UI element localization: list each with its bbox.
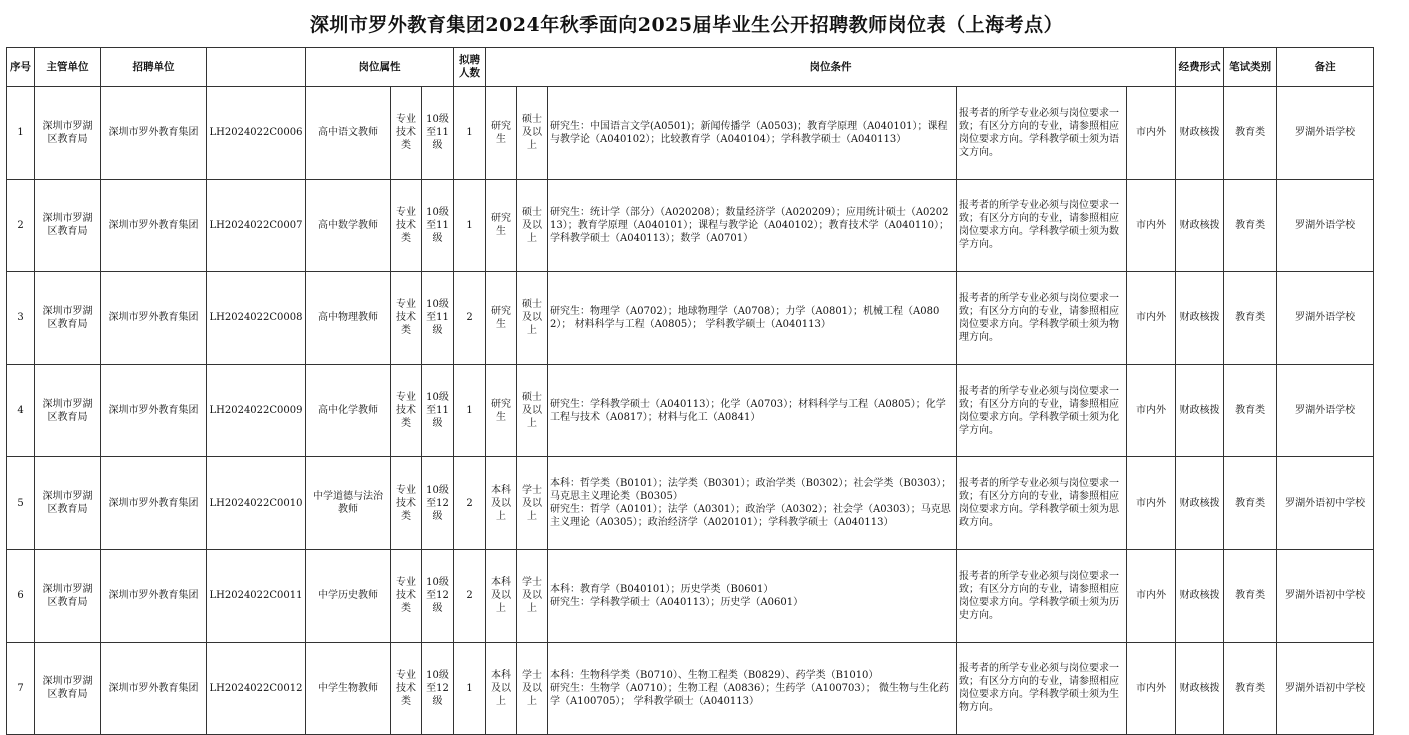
cell-authority: 深圳市罗湖 区教育局 bbox=[35, 457, 101, 550]
cell-seq: 3 bbox=[7, 272, 35, 365]
cell-code: LH2024022C0007 bbox=[207, 179, 306, 272]
table-row bbox=[7, 272, 1374, 365]
cell-count: 2 bbox=[454, 272, 486, 365]
cell-remark: 罗湖外语学校 bbox=[1277, 364, 1374, 457]
cell-majors: 本科：生物科学类（B0710）、生物工程类（B0829）、药学类（B1010） 研究生：生物学（A0710）；生物工程（A0836）；生药学（A100703）； 微生物与生化药学（A100705）； 学科教学硕士（A040113） bbox=[548, 642, 957, 735]
cell-seq: 6 bbox=[7, 549, 35, 642]
cell-type: 专业 技术 类 bbox=[391, 457, 422, 550]
cell-code: LH2024022C0009 bbox=[207, 364, 306, 457]
cell-code: LH2024022C0011 bbox=[207, 549, 306, 642]
cell-level: 学士 及以 上 bbox=[517, 642, 548, 735]
header-code bbox=[207, 48, 306, 87]
cell-grade: 10级 至11 级 bbox=[422, 364, 454, 457]
header-count: 拟聘 人数 bbox=[454, 48, 486, 87]
cell-majors: 研究生：物理学（A0702）；地球物理学（A0708）；力学（A0801）；机械工程（A0802）； 材料科学与工程（A0805）； 学科教学硕士（A040113） bbox=[548, 272, 957, 365]
cell-note: 报考者的所学专业必须与岗位要求一致；有区分方向的专业，请参照相应岗位要求方向。学科教学硕士须为数学方向。 bbox=[957, 179, 1127, 272]
cell-region: 市内外 bbox=[1127, 457, 1176, 550]
cell-note: 报考者的所学专业必须与岗位要求一致；有区分方向的专业，请参照相应岗位要求方向。学科教学硕士须为物理方向。 bbox=[957, 272, 1127, 365]
recruitment-table bbox=[6, 47, 1374, 735]
cell-seq: 5 bbox=[7, 457, 35, 550]
table-row bbox=[7, 457, 1374, 550]
table-row bbox=[7, 87, 1374, 180]
cell-level: 硕士 及以 上 bbox=[517, 364, 548, 457]
cell-type: 专业 技术 类 bbox=[391, 549, 422, 642]
cell-majors: 本科：教育学（B040101）；历史学类（B0601） 研究生：学科教学硕士（A040113）；历史学（A0601） bbox=[548, 549, 957, 642]
table-row bbox=[7, 549, 1374, 642]
cell-employer: 深圳市罗外教育集团 bbox=[101, 179, 207, 272]
cell-grade: 10级 至11 级 bbox=[422, 87, 454, 180]
cell-degree: 研究 生 bbox=[486, 364, 517, 457]
table-row bbox=[7, 179, 1374, 272]
cell-position: 中学生物教师 bbox=[306, 642, 391, 735]
cell-note: 报考者的所学专业必须与岗位要求一致；有区分方向的专业，请参照相应岗位要求方向。学科教学硕士须为语文方向。 bbox=[957, 87, 1127, 180]
cell-degree: 本科 及以 上 bbox=[486, 642, 517, 735]
cell-employer: 深圳市罗外教育集团 bbox=[101, 549, 207, 642]
cell-position: 中学道德与法治 教师 bbox=[306, 457, 391, 550]
cell-grade: 10级 至12 级 bbox=[422, 549, 454, 642]
cell-remark: 罗湖外语学校 bbox=[1277, 87, 1374, 180]
cell-level: 硕士 及以 上 bbox=[517, 272, 548, 365]
cell-position: 高中语文教师 bbox=[306, 87, 391, 180]
page-title: 深圳市罗外教育集团2024年秋季面向2025届毕业生公开招聘教师岗位表（上海考点） bbox=[309, 13, 1064, 36]
cell-degree: 研究 生 bbox=[486, 179, 517, 272]
header-seq: 序号 bbox=[7, 48, 35, 87]
cell-region: 市内外 bbox=[1127, 87, 1176, 180]
cell-type: 专业 技术 类 bbox=[391, 272, 422, 365]
cell-exam: 教育类 bbox=[1224, 364, 1277, 457]
cell-position: 高中物理教师 bbox=[306, 272, 391, 365]
cell-seq: 2 bbox=[7, 179, 35, 272]
cell-majors: 本科：哲学类（B0101）；法学类（B0301）；政治学类（B0302）；社会学类（B0303）； 马克思主义理论类（B0305） 研究生：哲学（A0101）；法学（A0301）；政治学（A0302）；社会学（A0303）；马克思主义理论（A0305）；政治经济学（A020101）；学科教学硕士（A040113） bbox=[548, 457, 957, 550]
header-remark: 备注 bbox=[1277, 48, 1374, 87]
cell-seq: 7 bbox=[7, 642, 35, 735]
cell-type: 专业 技术 类 bbox=[391, 179, 422, 272]
header-position-attr: 岗位属性 bbox=[306, 48, 454, 87]
cell-funding: 财政核拨 bbox=[1176, 364, 1224, 457]
cell-type: 专业 技术 类 bbox=[391, 642, 422, 735]
cell-count: 1 bbox=[454, 364, 486, 457]
header-authority: 主管单位 bbox=[35, 48, 101, 87]
header-exam: 笔试类别 bbox=[1224, 48, 1277, 87]
header-row bbox=[7, 48, 1374, 87]
cell-seq: 1 bbox=[7, 87, 35, 180]
cell-level: 硕士 及以 上 bbox=[517, 179, 548, 272]
cell-authority: 深圳市罗湖 区教育局 bbox=[35, 549, 101, 642]
cell-employer: 深圳市罗外教育集团 bbox=[101, 364, 207, 457]
cell-code: LH2024022C0012 bbox=[207, 642, 306, 735]
table-row bbox=[7, 642, 1374, 735]
cell-count: 2 bbox=[454, 457, 486, 550]
cell-type: 专业 技术 类 bbox=[391, 87, 422, 180]
cell-funding: 财政核拨 bbox=[1176, 549, 1224, 642]
cell-note: 报考者的所学专业必须与岗位要求一致；有区分方向的专业，请参照相应岗位要求方向。学科教学硕士须为历史方向。 bbox=[957, 549, 1127, 642]
cell-seq: 4 bbox=[7, 364, 35, 457]
cell-majors: 研究生：学科教学硕士（A040113）；化学（A0703）；材料科学与工程（A0805）；化学工程与技术（A0817）；材料与化工（A0841） bbox=[548, 364, 957, 457]
cell-count: 1 bbox=[454, 87, 486, 180]
cell-position: 中学历史教师 bbox=[306, 549, 391, 642]
cell-remark: 罗湖外语初中学校 bbox=[1277, 457, 1374, 550]
cell-type: 专业 技术 类 bbox=[391, 364, 422, 457]
cell-majors: 研究生：中国语言文学(A0501)；新闻传播学（A0503)；教育学原理（A040101）；课程与教学论（A040102）；比较教育学（A040104）；学科教学硕士（A040113） bbox=[548, 87, 957, 180]
cell-exam: 教育类 bbox=[1224, 457, 1277, 550]
cell-exam: 教育类 bbox=[1224, 642, 1277, 735]
cell-exam: 教育类 bbox=[1224, 272, 1277, 365]
cell-note: 报考者的所学专业必须与岗位要求一致；有区分方向的专业，请参照相应岗位要求方向。学科教学硕士须为生物方向。 bbox=[957, 642, 1127, 735]
cell-funding: 财政核拨 bbox=[1176, 642, 1224, 735]
cell-authority: 深圳市罗湖 区教育局 bbox=[35, 364, 101, 457]
cell-note: 报考者的所学专业必须与岗位要求一致；有区分方向的专业，请参照相应岗位要求方向。学科教学硕士须为化学方向。 bbox=[957, 364, 1127, 457]
cell-authority: 深圳市罗湖 区教育局 bbox=[35, 642, 101, 735]
cell-employer: 深圳市罗外教育集团 bbox=[101, 642, 207, 735]
cell-employer: 深圳市罗外教育集团 bbox=[101, 272, 207, 365]
header-conditions: 岗位条件 bbox=[486, 48, 1176, 87]
cell-level: 学士 及以 上 bbox=[517, 549, 548, 642]
cell-exam: 教育类 bbox=[1224, 179, 1277, 272]
cell-majors: 研究生：统计学（部分）（A020208）；数量经济学（A020209）；应用统计硕士（A020213）；教育学原理（A040101）；课程与教学论（A040102）；教育技术学（A040110）；学科教学硕士（A040113）；数学（A0701） bbox=[548, 179, 957, 272]
cell-grade: 10级 至11 级 bbox=[422, 179, 454, 272]
cell-level: 硕士 及以 上 bbox=[517, 87, 548, 180]
cell-degree: 研究 生 bbox=[486, 272, 517, 365]
cell-authority: 深圳市罗湖 区教育局 bbox=[35, 272, 101, 365]
cell-remark: 罗湖外语初中学校 bbox=[1277, 549, 1374, 642]
cell-code: LH2024022C0010 bbox=[207, 457, 306, 550]
cell-region: 市内外 bbox=[1127, 179, 1176, 272]
cell-note: 报考者的所学专业必须与岗位要求一致；有区分方向的专业，请参照相应岗位要求方向。学科教学硕士须为思政方向。 bbox=[957, 457, 1127, 550]
cell-remark: 罗湖外语学校 bbox=[1277, 272, 1374, 365]
cell-code: LH2024022C0006 bbox=[207, 87, 306, 180]
cell-degree: 研究 生 bbox=[486, 87, 517, 180]
cell-funding: 财政核拨 bbox=[1176, 457, 1224, 550]
cell-region: 市内外 bbox=[1127, 364, 1176, 457]
cell-exam: 教育类 bbox=[1224, 87, 1277, 180]
cell-code: LH2024022C0008 bbox=[207, 272, 306, 365]
cell-degree: 本科 及以 上 bbox=[486, 457, 517, 550]
cell-position: 高中数学教师 bbox=[306, 179, 391, 272]
cell-grade: 10级 至12 级 bbox=[422, 457, 454, 550]
cell-count: 1 bbox=[454, 642, 486, 735]
table-row bbox=[7, 364, 1374, 457]
cell-grade: 10级 至11 级 bbox=[422, 272, 454, 365]
cell-count: 1 bbox=[454, 179, 486, 272]
cell-authority: 深圳市罗湖 区教育局 bbox=[35, 87, 101, 180]
cell-exam: 教育类 bbox=[1224, 549, 1277, 642]
cell-grade: 10级 至12 级 bbox=[422, 642, 454, 735]
cell-region: 市内外 bbox=[1127, 549, 1176, 642]
cell-region: 市内外 bbox=[1127, 642, 1176, 735]
cell-remark: 罗湖外语学校 bbox=[1277, 179, 1374, 272]
cell-authority: 深圳市罗湖 区教育局 bbox=[35, 179, 101, 272]
cell-funding: 财政核拨 bbox=[1176, 87, 1224, 180]
cell-position: 高中化学教师 bbox=[306, 364, 391, 457]
cell-level: 学士 及以 上 bbox=[517, 457, 548, 550]
cell-employer: 深圳市罗外教育集团 bbox=[101, 87, 207, 180]
cell-remark: 罗湖外语初中学校 bbox=[1277, 642, 1374, 735]
cell-count: 2 bbox=[454, 549, 486, 642]
header-funding: 经费形式 bbox=[1176, 48, 1224, 87]
cell-funding: 财政核拨 bbox=[1176, 272, 1224, 365]
cell-funding: 财政核拨 bbox=[1176, 179, 1224, 272]
cell-employer: 深圳市罗外教育集团 bbox=[101, 457, 207, 550]
cell-degree: 本科 及以 上 bbox=[486, 549, 517, 642]
header-employer: 招聘单位 bbox=[101, 48, 207, 87]
cell-region: 市内外 bbox=[1127, 272, 1176, 365]
